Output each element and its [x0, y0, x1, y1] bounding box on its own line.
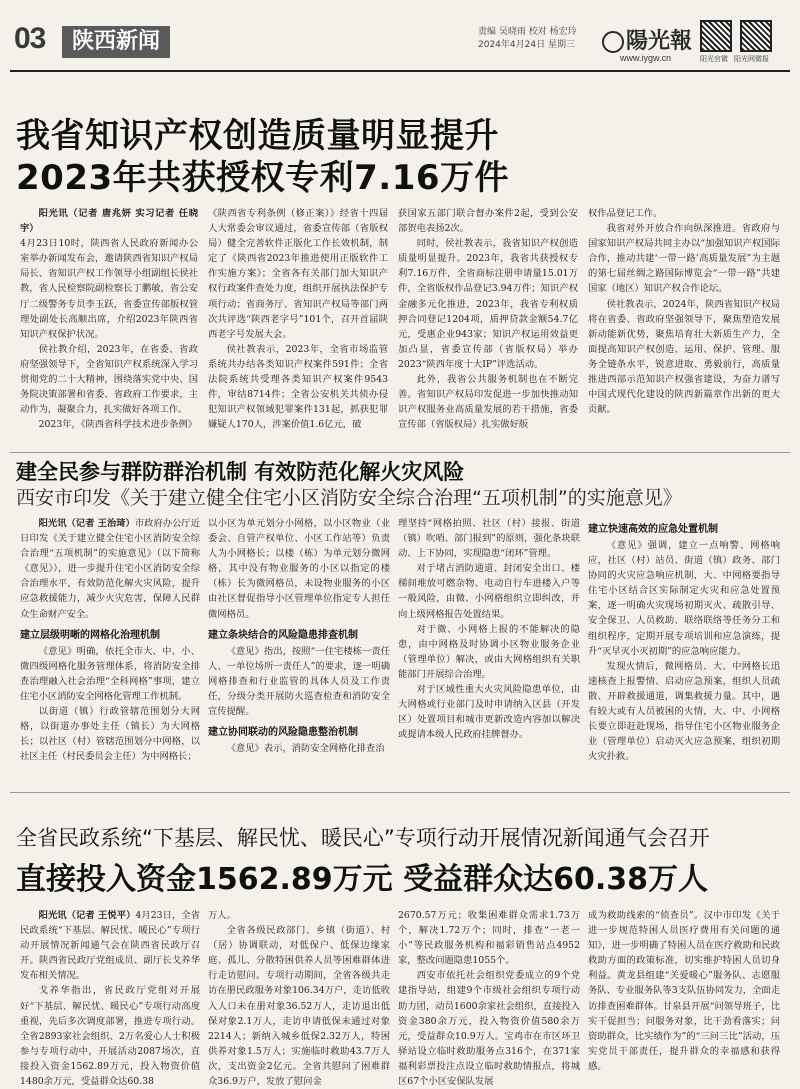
article3-col4: [588, 908, 780, 1080]
article2-subtitle: 西安市印发《关于建立健全住宅小区消防安全综合治理“五项机制”的实施意见》: [16, 487, 682, 509]
article2-col4: [588, 516, 780, 788]
article2-col3: [398, 516, 580, 788]
sun-logo-icon: [602, 31, 624, 53]
paragraph: 权作品登记工作。: [588, 208, 663, 219]
byline: 阳光讯（记者 唐兆妍 实习记者 任晓宇）: [20, 208, 198, 235]
website-url: www.iygw.cn: [620, 53, 672, 63]
paragraph: 《意见》强调，建立一点响警、网格响应，社区（村）站员、街道（镇）政务、部门协同的火灾应急响应机制，大、中网格要指导住宅小区结合区实际制定火灾和应急处置预案，逐一明确火灾现场初期灭火、疏散引导、安全保卫、人员救助、联络联络等任务分工和组织程序，定期开展专项培训和应急演练，提升“灭早灭小灭初期”的应急响应能力。: [588, 540, 780, 657]
qr1-label: 阳光官微: [700, 55, 728, 63]
article3-col2: [208, 908, 390, 1088]
paragraph: 此外，我省公共服务机制也在不断完善。省知识产权局印发促进一步加快推动知识产权服务业高质量发展的若干措施，省委宣传部（省版权局）扎实做好版: [398, 374, 578, 431]
divider: [10, 452, 790, 453]
editor-line: 责编 吴晓雨 校对 杨宏玲: [478, 27, 577, 37]
paragraph: 《陕西省专利条例（修正案）》经省十四届人大常委会审议通过，省委宣传部（省版权局）健全完善软件正版化工作长效机制，制定了《陕西省2023年推进使用正版软件工作实施方案》；全省各有关部门加大知识产权行政案件查处力度，组织开展执法保护专项行动；省商务厅、省知识产权局等部门两次共评选“陕西老字号”101个，召开首届陕西老字号发展大会。: [208, 208, 388, 340]
page-number: 03: [14, 22, 46, 55]
paragraph: 对于堵占消防通道、封闭安全出口、楼梯间堆放可燃杂物、电动自行车进楼入户等一般风险，由微、小网格组织立即纠改，并向上级网格报告处置结果。: [398, 563, 580, 620]
paragraph: 4月23日10时，陕西省人民政府新闻办公室举办新闻发布会，邀请陕西省知识产权局局长、省知识产权工作领导小组副组长侯社教，省人民检察院副检察长丁鹏敏，省公安厅二级警务专员李玉跃，省委宣传部版权管理处副处长高顺出席，介绍2023年陕西省知识产权保护状况。: [20, 238, 198, 340]
paragraph: 发现火情后，微网格员、大、中网格长迅速核查上报警情、启动应急预案，组织人员疏散、开辟救援通道，调集救援力量。其中，遇有较大或有人员被困的火情，大、中、小网格长要立即赶赴现场，指导住宅小区物业服务企业（管理单位）启动灭火应急预案，组织初期火灾扑救。: [588, 660, 780, 763]
article3-title-line2: 直接投入资金1562.89万元 受益群众达60.38万人: [16, 862, 708, 897]
article2-col2: [208, 516, 390, 788]
paragraph: 侯社教介绍，2023年，在省委、省政府坚强领导下，全省知识产权系统深入学习贯彻党的二十大精神，围绕落实党中央、国务院决策部署和省委、省政府工作要求，主动作为，凝聚合力，扎实做好各项工作。: [20, 343, 198, 416]
page-header: [0, 0, 800, 72]
paragraph: 同时，侯社教表示，我省知识产权创造质量明显提升。2023年，我省共获授权专利7.16万件，全省商标注册申请量15.01万件，全省版权作品登记3.94万件；知识产权金融多元化推进，2023年，我省专利权质押合同登记1204项，质押贷款金额54.7亿元，受惠企业943家；知识产权运用效益更加凸显，省委宣传部（省版权局）举办2023“陕西年度十大IP”评选活动。: [398, 238, 578, 370]
paragraph: 理坚持“网格拍照、社区（村）接报、街道（镇）吹哨、部门报到”的原则，强化条块联动、上下协同，实现隐患“闭环”管理。: [398, 518, 580, 560]
divider: [10, 792, 790, 793]
paragraph: 2023年，《陕西省科学技术进步条例》: [38, 419, 198, 431]
newspaper-logo: 陽光報: [602, 24, 692, 55]
subheading: 建立条块结合的风险隐患排查机制: [208, 629, 358, 641]
paragraph: 全省各级民政部门、乡镇（街道）、村（居）协调联动，对低保户、低保边缘家庭、孤儿、分散特困供养人员等困难群体进行走访慰问。专项行动期间，全省各级共走访在册民政服务对象106.34万户，走访低收入人口未在册对象36.52万人，走访退出低保对象2.1万人，走访申请低保未通过对象2214人；新纳入城乡低保2.32万人，特困供养对象1.5万人；实施临时救助43.7万人次，支出资金2亿元。全省共慰问了困难群众36.9万户，发放了慰问金: [208, 925, 390, 1088]
paragraph: 获国家五部门联合督办案件2起，受到公安部贺电表扬2次。: [398, 208, 578, 235]
byline: 阳光讯（记者 王治琦）: [38, 518, 135, 529]
qr-code-icon: [740, 20, 772, 52]
paragraph: 侯社教表示，2023年，全省市场监管系统共办结各类知识产权案件591件；全省法院系统共受理各类知识产权案件9543件，审结8714件；全省公安机关共侦办侵犯知识产权领域犯罪案件131起，抓获犯罪嫌疑人170人，涉案价值1.6亿元，破: [208, 343, 388, 431]
subheading: 建立协同联动的风险隐患整治机制: [208, 727, 358, 739]
article3-col3: [398, 908, 580, 1088]
paragraph: 《意见》明确，依托全市大、中、小、微四级网格化服务管理体系，将消防安全排查治理融入社会治理“全科网格”事项，建立住宅小区消防安全网格化管理工作机制。: [20, 645, 200, 702]
section-title: 陕西新闻: [62, 26, 170, 58]
paragraph: 2670.57万元；收集困难群众需求1.73万个，解决1.72万个；同时，排查“一老一小”等民政服务机构和福彩销售站点4952家，整改问题隐患1055个。: [398, 910, 580, 967]
paragraph: 《意见》指出，按照“一住宅楼栋一责任人、一单位场所一责任人”的要求，逐一明确网格排查和行业监管的具体人员及工作责任，分级分类开展防火巡查检查和消防安全宣传提醒。: [208, 645, 390, 718]
paragraph: 万人。: [208, 910, 236, 921]
qr2-label: 阳光网微报: [734, 55, 769, 63]
paragraph: 西安市依托社会组织党委成立的9个党建指导站，组建9个市级社会组织专项行动助力团，动员1600余家社会组织，直接投入资金380余万元，投入物资价值580余万元，受益群众10.9万人。宝鸡市在市区环卫驿站设立临时救助服务点316个，在371家福利彩票投注点设立临时救助情报点，将城区67个小区安保队发展: [398, 970, 580, 1088]
header-rule: [10, 70, 790, 72]
byline: 阳光讯（记者 王悦平）: [38, 910, 136, 921]
article1-col4: [588, 206, 780, 452]
date-line: 2024年4月24日 星期三: [478, 40, 575, 50]
header-info: [478, 26, 577, 52]
paragraph: 对于区域性重大火灾风险隐患单位，由大网格或行业部门及时申请纳入区县（开发区）处置项目和城市更新改造内容加以解决或提请本级人民政府挂牌督办。: [398, 684, 580, 741]
qr-code-icon: [700, 20, 732, 52]
paragraph: 戈养华指出，省民政厅党组对开展好“下基层、解民忧、暖民心”专项行动高度重视，先后多次调度部署，推进专项行动。全省2893家社会组织、2万名爱心人士积极参与专项行动中，开展活动2087场次，直接投入资金1562.89万元，投入物资价值1480余万元，受益群众达60.38: [20, 985, 200, 1088]
paragraph: 市政府办公厅近日印发《关于建立健全住宅小区消防安全综合治理“五项机制”的实施意见》（以下简称《意见》），进一步提升住宅小区消防安全综合治理水平，有效防范化解火灾风险，提升应急救援能力，减少火灾危害，保障人民群众生命财产安全。: [20, 518, 200, 620]
article1-col1: [20, 206, 198, 452]
paragraph: 以街道（镇）行政管辖范围划分大网格，以街道办事处主任（镇长）为大网格长；以社区（村）管辖范围划分中网格，以社区主任（村民委员会主任）为中网格长；: [20, 706, 200, 763]
article1-title-line1: 我省知识产权创造质量明显提升: [16, 116, 499, 156]
paragraph: 以小区为单元划分小网格，以小区物业（业委会、自管产权单位、小区工作站等）负责人为小网格长；以楼（栋）为单元划分微网格，其中没有物业服务的小区以指定的楼（栋）长为微网格员，未设物业服务的小区由社区督促指导小区管理单位指定专人担任微网格员。: [208, 518, 390, 620]
paragraph: 侯社教表示，2024年，陕西省知识产权局将在省委、省政府坚强领导下，聚焦塑造发展新动能新优势，聚焦培育壮大新质生产力，全面提高知识产权创造、运用、保护、管理、服务全链条水平，锐意进取、勇毅前行，高质量推进西部示范知识产权强省建设，为奋力谱写中国式现代化建设的陕西新篇章作出新的更大贡献。: [588, 298, 780, 416]
article1-col2: [208, 206, 388, 452]
subheading: 建立层级明晰的网格化治理机制: [20, 629, 160, 641]
article3-col1: [20, 908, 200, 1088]
article2-col1: [20, 516, 200, 788]
paragraph: 对于微、小网格上报的不能解决的隐患，由中网格及时协调小区物业服务企业（管理单位）解决，或由大网格组织有关职能部门开展综合治理。: [398, 623, 580, 680]
article2-title: 建全民参与群防群治机制 有效防范化解火灾风险: [16, 460, 465, 484]
paragraph: 4月23日，全省民政系统“下基层、解民忧、暖民心”专项行动开展情况新闻通气会在陕西省民政厅召开。陕西省民政厅党组成员、副厅长戈养华发布相关情况。: [20, 910, 200, 982]
paragraph: 《意见》表示，消防安全网格化排查治: [226, 743, 385, 755]
article1-title-line2: 2023年共获授权专利7.16万件: [16, 158, 510, 198]
paragraph: 成为救助线索的“侦查员”。汉中市印发《关于进一步规范特困人员医疗费用有关问题的通知》，进一步明确了特困人员在医疗救助和民政救助方面的政策标准，切实维护特困人员切身利益。黄龙县组建“关爱暖心”服务队、志愿服务队、专业服务队等3支队伍协同发力，全面走访排查困难群体。甘泉县开展“问领导班子，比实干促担当；问服务对象，比干劲看落实；问资助群众，比实绩作为”的“三问三比”活动，压实党员干部责任，提升群众的幸福感和获得感。: [588, 910, 780, 1072]
paragraph: 我省对外开放合作向纵深推进。省政府与国家知识产权局共同主办以“加强知识产权国际合作，推动共建‘一带一路’高质量发展”为主题的第七届丝绸之路国际博览会“一带一路”共建国家（地区）知识产权合作论坛。: [588, 223, 780, 295]
subheading: 建立快速高效的应急处置机制: [588, 524, 718, 535]
article3-title-line1: 全省民政系统“下基层、解民忧、暖民心”专项行动开展情况新闻通气会召开: [16, 826, 710, 850]
article1-col3: [398, 206, 578, 452]
